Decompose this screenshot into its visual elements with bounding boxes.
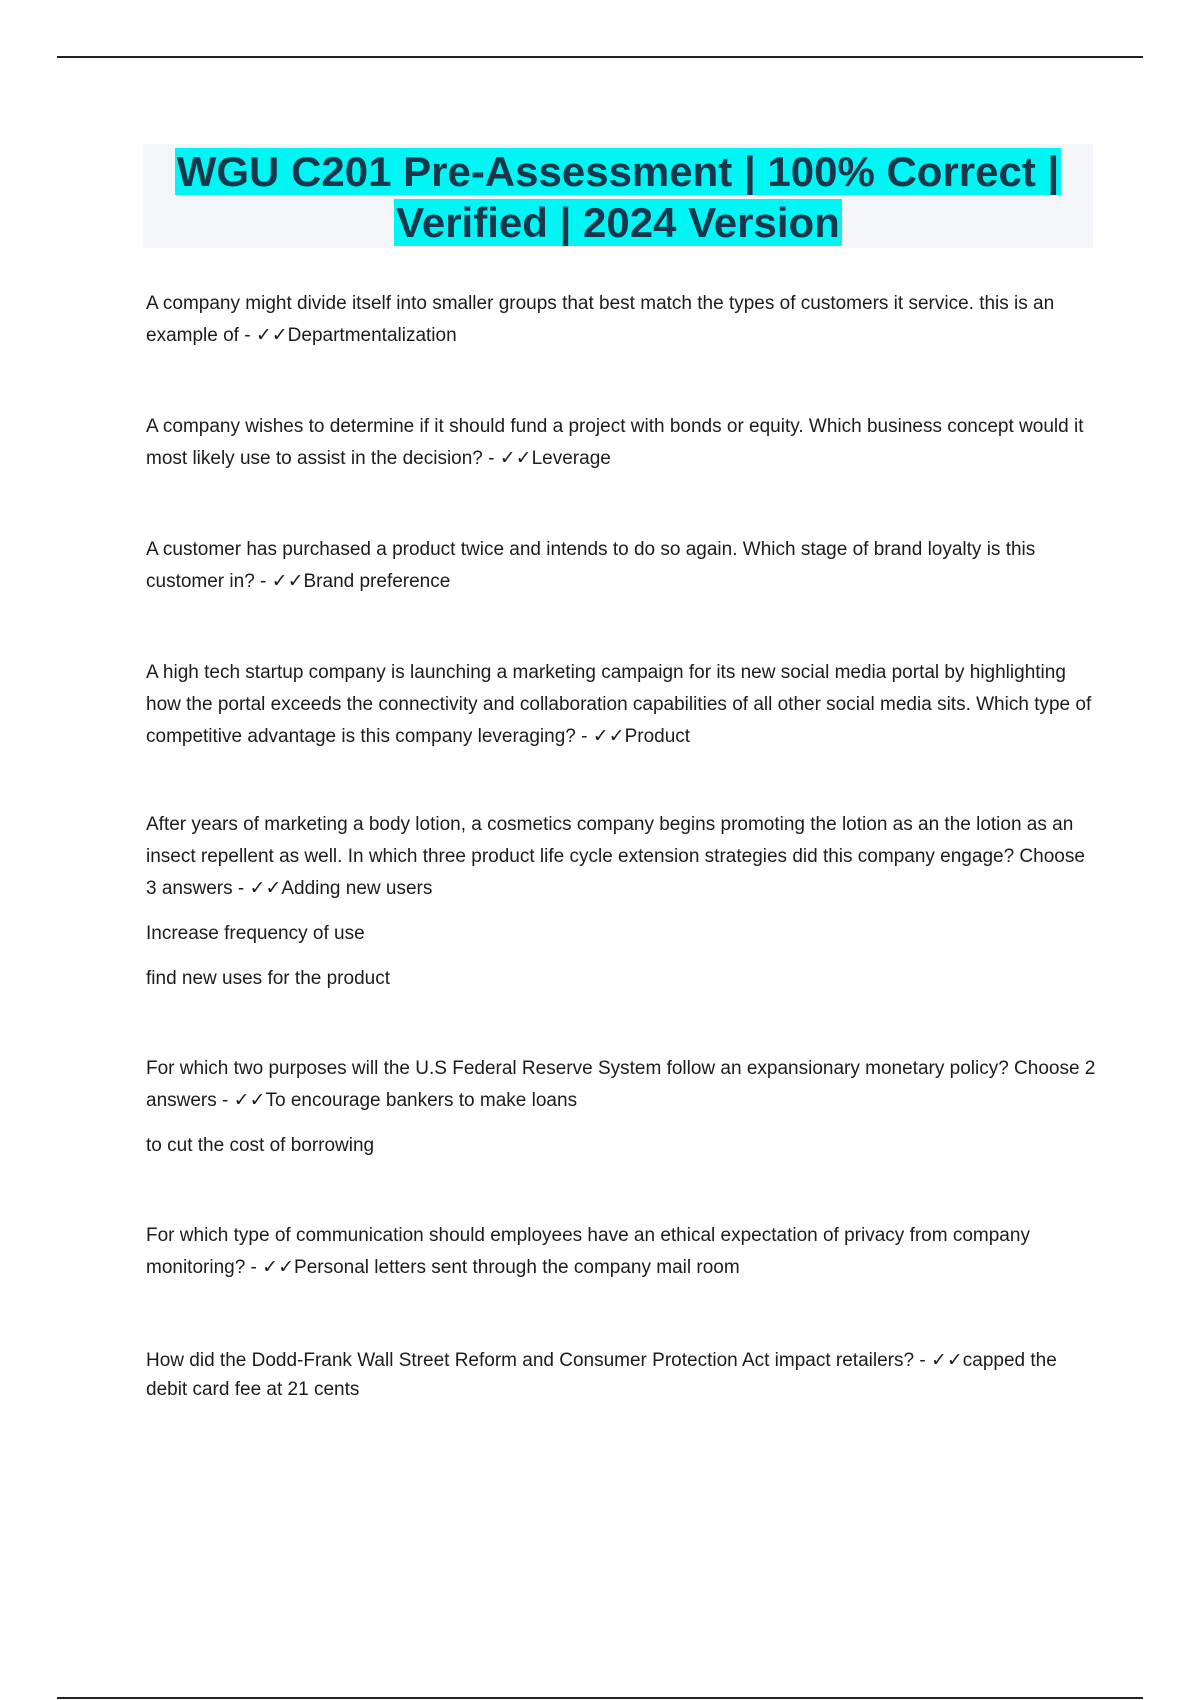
check-marker: ✓✓	[255, 325, 288, 346]
qa-text	[146, 1346, 1096, 1404]
answer-text: Departmentalization	[287, 325, 457, 346]
qa-item	[146, 657, 1096, 753]
check-marker: ✓✓	[262, 1257, 295, 1278]
qa-item	[146, 1053, 1096, 1162]
qa-item	[146, 1346, 1096, 1404]
check-marker: ✓✓	[592, 726, 625, 747]
question-text: A company wishes to determine if it should fund a project with bonds or equity. Which business concept would it most likely use to assist in the decision? -	[146, 416, 1084, 469]
extra-answer: Increase frequency of use	[146, 923, 365, 944]
answer-text: capped the debit card fee at 21 cents	[146, 1350, 1057, 1400]
title-line-2: Verified | 2024 Version	[396, 199, 840, 246]
qa-item	[146, 1220, 1096, 1284]
question-text: A customer has purchased a product twice and intends to do so again. Which stage of brand loyalty is this customer in? -	[146, 539, 1036, 592]
qa-text	[146, 411, 1096, 475]
answer-text: Brand preference	[303, 571, 451, 592]
question-text: For which type of communication should employees have an ethical expectation of privacy from company monitoring? -	[146, 1225, 1030, 1278]
extra-answer: to cut the cost of borrowing	[146, 1135, 375, 1156]
qa-item	[146, 809, 1096, 995]
title-block	[143, 144, 1093, 248]
qa-item	[146, 288, 1096, 352]
header-rule	[57, 56, 1143, 58]
qa-text	[146, 1053, 1096, 1117]
answer-text: Adding new users	[281, 878, 433, 899]
qa-text	[146, 657, 1096, 753]
qa-text	[146, 1220, 1096, 1284]
qa-text	[146, 288, 1096, 352]
qa-text	[146, 534, 1096, 598]
check-marker: ✓✓	[249, 878, 282, 899]
qa-item	[146, 534, 1096, 598]
check-marker: ✓✓	[271, 571, 304, 592]
qa-text	[146, 809, 1096, 905]
answer-text: Leverage	[531, 448, 611, 469]
answer-text: Personal letters sent through the company mail room	[294, 1257, 740, 1278]
extra-answer: find new uses for the product	[146, 968, 390, 989]
check-marker: ✓✓	[499, 448, 532, 469]
answer-text: To encourage bankers to make loans	[265, 1090, 578, 1111]
check-marker: ✓✓	[233, 1090, 266, 1111]
question-text: After years of marketing a body lotion, a cosmetics company begins promoting the lotion as an the lotion as an insect repellent as well. In which three product life cycle extension strategies did this company engage? Choose 3 answers -	[146, 814, 1085, 899]
question-text: How did the Dodd-Frank Wall Street Reform and Consumer Protection Act impact retailers? -	[146, 1350, 931, 1371]
check-marker: ✓✓	[930, 1350, 963, 1371]
question-text: For which two purposes will the U.S Federal Reserve System follow an expansionary monetary policy? Choose 2 answers -	[146, 1058, 1096, 1111]
question-text: A company might divide itself into smaller groups that best match the types of customers it service. this is an example of -	[146, 293, 1055, 346]
page-title	[143, 144, 1093, 248]
question-text: A high tech startup company is launching a marketing campaign for its new social media portal by highlighting how the portal exceeds the connectivity and collaboration capabilities of all other social media sits. Which type of competitive advantage is this company leveraging? -	[146, 662, 1092, 747]
footer-rule	[57, 1697, 1143, 1699]
answer-text: Product	[624, 726, 691, 747]
title-line-1: WGU C201 Pre-Assessment | 100% Correct |	[176, 148, 1060, 195]
qa-item	[146, 411, 1096, 475]
